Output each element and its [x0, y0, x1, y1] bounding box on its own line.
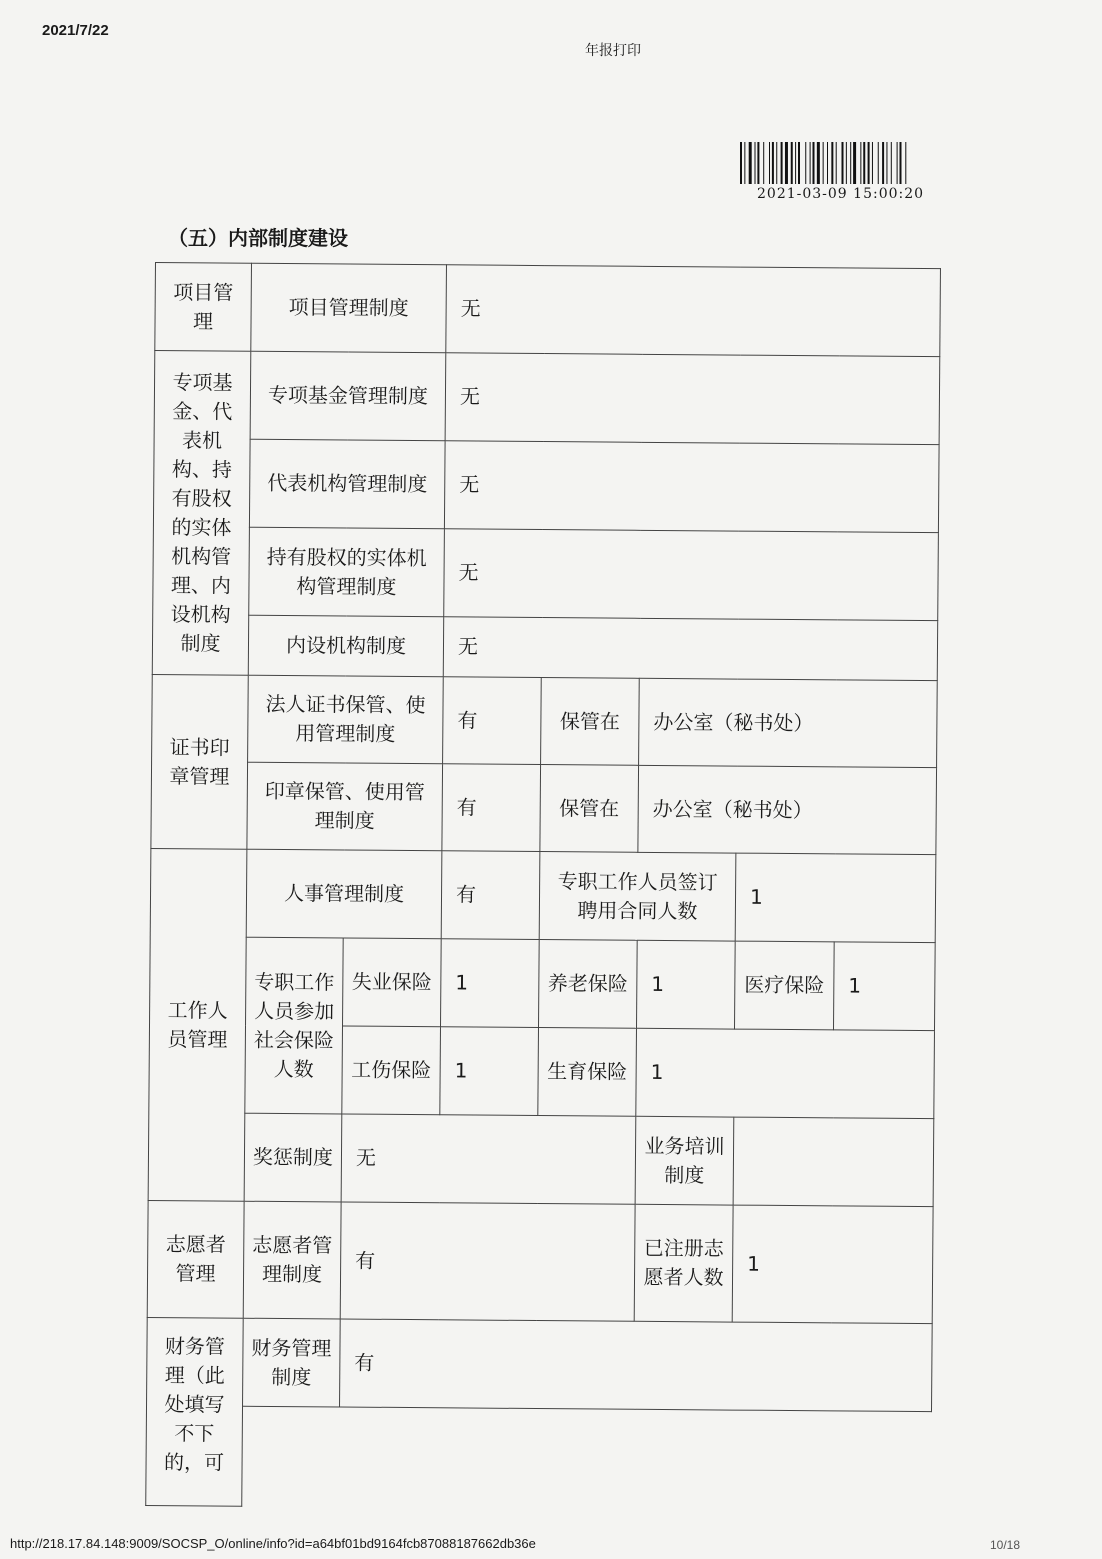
finance-extra-area [242, 1406, 932, 1511]
value-hr-rule: 有 [441, 851, 540, 940]
barcode-bar [740, 142, 742, 184]
barcode-bar [813, 142, 815, 184]
barcode-bar [882, 142, 884, 184]
value-certificate-rule: 有 [443, 677, 542, 765]
value-medical: 1 [833, 942, 935, 1031]
row-project [155, 263, 941, 357]
label-volunteer-rule: 志愿者管理制度 [243, 1201, 341, 1319]
row-seal-1 [152, 674, 938, 767]
value-fund-rule: 无 [445, 353, 940, 445]
barcode-bar [850, 142, 851, 184]
value-project-rule: 无 [446, 265, 941, 357]
section-title: （五）内部制度建设 [168, 226, 348, 250]
value-injury: 1 [440, 1027, 539, 1116]
value-reward-rule: 无 [341, 1114, 636, 1204]
footer-page-number: 10/18 [990, 1538, 1021, 1552]
row-volunteer [147, 1200, 933, 1323]
barcode-bar [757, 142, 759, 184]
barcode-bar [776, 142, 777, 184]
barcode-bar [749, 142, 752, 184]
internal-system-form [145, 262, 940, 1512]
barcode-bar [810, 142, 811, 184]
header-title: 年报打印 [585, 43, 641, 59]
barcode-bar [853, 142, 856, 184]
barcode-bar [860, 142, 861, 184]
barcode-bar [842, 142, 844, 184]
value-rep-org-rule: 无 [444, 441, 939, 533]
category-staff: 工作人员管理 [148, 848, 247, 1201]
barcode-bar [798, 142, 800, 184]
category-special: 专项基金、代表机构、持有股权的实体机构管理、内设机构制度 [152, 351, 251, 676]
barcode-bar [785, 142, 788, 184]
barcode-timestamp: 2021-03-09 15:00:20 [757, 186, 925, 202]
label-project-rule: 项目管理制度 [251, 263, 447, 353]
category-seal: 证书印章管理 [151, 674, 248, 849]
barcode-bar [831, 142, 833, 184]
row-finance [147, 1317, 933, 1411]
barcode-bar [772, 142, 774, 184]
barcode-bar [886, 142, 887, 184]
barcode-bar [781, 142, 783, 184]
label-internal-org-rule: 内设机构制度 [248, 615, 443, 677]
value-contract-count: 1 [735, 853, 936, 943]
label-hr-rule: 人事管理制度 [246, 849, 442, 939]
barcode-bar [769, 142, 770, 184]
label-medical: 医疗保险 [734, 941, 834, 1030]
row-staff-4 [148, 1112, 934, 1206]
label-seal-rule: 印章保管、使用管理制度 [247, 762, 443, 851]
label-training-rule: 业务培训制度 [635, 1116, 734, 1205]
barcode-bar [846, 142, 847, 184]
row-staff-2 [150, 936, 936, 1030]
barcode-bar [891, 142, 892, 184]
value-certificate-kept: 办公室（秘书处） [639, 678, 938, 767]
print-date: 2021/7/22 [42, 22, 109, 39]
value-volunteer-rule: 有 [340, 1202, 635, 1321]
value-volunteer-count: 1 [732, 1205, 933, 1324]
label-equity-entity-rule: 持有股权的实体机构管理制度 [249, 527, 445, 617]
label-seal-kept: 保管在 [540, 765, 639, 853]
category-project: 项目管理 [155, 263, 252, 352]
label-certificate-rule: 法人证书保管、使用管理制度 [248, 675, 444, 764]
label-pension: 养老保险 [538, 940, 637, 1029]
row-special-3 [153, 526, 939, 620]
barcode-bar [868, 142, 870, 184]
barcode-bar [791, 142, 793, 184]
value-maternity: 1 [636, 1028, 935, 1118]
barcode-bar [805, 142, 806, 184]
value-pension: 1 [636, 940, 735, 1029]
row-seal-2 [151, 761, 937, 854]
barcode-bar [836, 142, 837, 184]
row-finance-extra [146, 1405, 932, 1511]
label-fund-rule: 专项基金管理制度 [250, 351, 446, 441]
label-insurance-count: 专职工作人员参加社会保险人数 [245, 937, 343, 1114]
label-certificate-kept: 保管在 [541, 678, 640, 766]
barcode-bar [905, 142, 906, 184]
label-rep-org-rule: 代表机构管理制度 [249, 439, 445, 529]
label-reward-rule: 奖惩制度 [244, 1113, 342, 1202]
category-finance: 财务管理（此处填写不下的，可 [146, 1317, 243, 1506]
label-finance-rule: 财务管理制度 [243, 1318, 341, 1407]
barcode-bar [763, 142, 764, 184]
category-volunteer: 志愿者管理 [147, 1200, 244, 1318]
value-seal-rule: 有 [442, 764, 541, 852]
label-unemployment: 失业保险 [343, 938, 442, 1027]
value-training-rule [733, 1117, 934, 1207]
barcode-bar [795, 142, 796, 184]
value-equity-entity-rule: 无 [444, 529, 939, 621]
label-injury: 工伤保险 [342, 1026, 441, 1115]
label-volunteer-count: 已注册志愿者人数 [634, 1204, 733, 1322]
barcode-bar [897, 142, 898, 184]
barcode-bar [823, 142, 824, 184]
barcode-bar [878, 142, 879, 184]
value-finance-rule: 有 [340, 1319, 933, 1412]
row-special-4 [152, 614, 937, 680]
barcode-image [740, 142, 942, 184]
barcode-bar [872, 142, 873, 184]
barcode-bar [744, 142, 745, 184]
footer-url: http://218.17.84.148:9009/SOCSP_O/online/info?id=a64bf01bd9164fcb87088187662db36e [10, 1536, 536, 1551]
row-special-1 [154, 351, 940, 445]
barcode-bar [863, 142, 865, 184]
label-maternity: 生育保险 [538, 1028, 637, 1117]
barcode-bar [755, 142, 756, 184]
form-table [145, 262, 941, 1512]
row-staff-1 [150, 848, 936, 942]
barcode-bar [900, 142, 902, 184]
barcode-bar [827, 142, 828, 184]
label-contract-count: 专职工作人员签订聘用合同人数 [539, 852, 736, 942]
value-internal-org-rule: 无 [443, 617, 937, 681]
row-special-2 [153, 438, 939, 532]
value-unemployment: 1 [441, 939, 540, 1028]
value-seal-kept: 办公室（秘书处） [638, 765, 937, 854]
barcode-bar [817, 142, 820, 184]
